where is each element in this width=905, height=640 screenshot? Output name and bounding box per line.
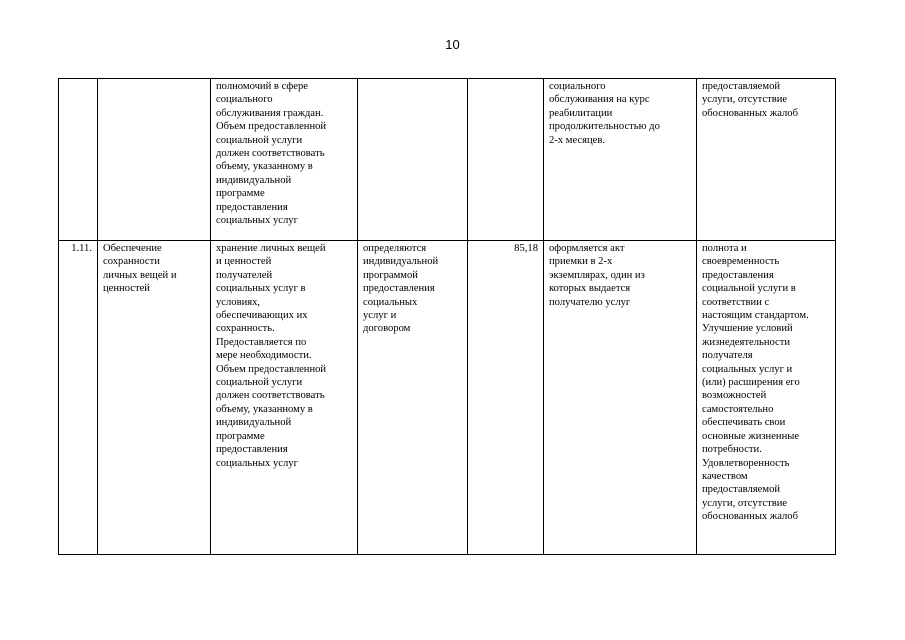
- cell-tariff: [468, 79, 544, 241]
- text-line: потребности.: [702, 444, 762, 456]
- text-line: социальных услуг и: [702, 363, 793, 375]
- text-line: сохранность.: [216, 323, 275, 335]
- text-line: услуги, отсутствие: [702, 497, 788, 509]
- cell-quality: [697, 241, 836, 555]
- text-line: индивидуальной: [216, 417, 292, 429]
- text-line: Объем предоставленной: [216, 121, 327, 133]
- text-line: индивидуальной: [216, 174, 292, 186]
- cell-service-name: [98, 241, 211, 555]
- text-line: реабилитации: [549, 107, 613, 119]
- text-line: объему, указанному в: [216, 161, 313, 173]
- table-row: [59, 241, 836, 555]
- text-line: Предоставляется по: [216, 336, 307, 348]
- text-line: предоставления: [363, 283, 435, 295]
- text-line: предоставляемой: [702, 81, 781, 92]
- text-line: предоставления: [702, 269, 774, 281]
- cell-terms: [544, 241, 697, 555]
- text-line: договором: [363, 323, 411, 335]
- cell-number: 1.11.: [59, 241, 98, 555]
- text-line: хранение личных вещей: [216, 243, 326, 254]
- text-line: (или) расширения его: [702, 377, 800, 389]
- text-line: Обеспечение: [103, 243, 162, 254]
- text-line: и ценностей: [216, 256, 272, 268]
- text-line: Улучшение условий: [702, 323, 793, 335]
- table-row: [59, 79, 836, 241]
- text-line: 2-х месяцев.: [549, 134, 606, 146]
- text-line: предоставляемой: [702, 484, 781, 496]
- text-line: социальных: [363, 296, 418, 308]
- cell-number: [59, 79, 98, 241]
- cell-terms: [544, 79, 697, 241]
- text-line: получателей: [216, 269, 273, 281]
- text-line: получателя: [702, 350, 753, 362]
- text-line: жизнедеятельности: [702, 336, 791, 348]
- text-line: обоснованных жалоб: [702, 107, 798, 119]
- text-line: продолжительностью до: [549, 121, 660, 133]
- text-line: социальной услуги: [216, 134, 303, 146]
- text-line: обслуживания граждан.: [216, 107, 324, 119]
- cell-quality: [697, 79, 836, 241]
- text-line: мере необходимости.: [216, 350, 312, 362]
- text-line: основные жизненные: [702, 430, 800, 442]
- text-line: соответствии с: [702, 296, 770, 308]
- text-line: Объем предоставленной: [216, 363, 327, 375]
- text-line: обоснованных жалоб: [702, 511, 798, 523]
- cell-volume: [358, 79, 468, 241]
- text-line: социального: [216, 94, 273, 106]
- text-line: социальных услуг в: [216, 283, 306, 295]
- text-line: самостоятельно: [702, 403, 774, 415]
- cell-description: [211, 79, 358, 241]
- services-table: [58, 78, 836, 555]
- text-line: условиях,: [216, 296, 261, 308]
- text-line: настоящим стандартом.: [702, 310, 809, 322]
- text-line: социальных услуг: [216, 215, 298, 227]
- text-line: социального: [549, 81, 606, 92]
- text-line: которых выдается: [549, 283, 631, 295]
- text-line: индивидуальной: [363, 256, 439, 268]
- text-line: социальной услуги: [216, 377, 303, 389]
- text-line: должен соответствовать: [216, 390, 325, 402]
- text-line: должен соответствовать: [216, 148, 325, 160]
- text-line: социальной услуги в: [702, 283, 796, 295]
- text-line: получателю услуг: [549, 296, 631, 308]
- text-line: программе: [216, 430, 265, 442]
- text-line: качеством: [702, 470, 748, 482]
- text-line: полномочий в сфере: [216, 81, 308, 92]
- text-line: обеспечивающих их: [216, 310, 308, 322]
- text-line: оформляется акт: [549, 243, 625, 254]
- cell-service-name: [98, 79, 211, 241]
- text-line: определяются: [363, 243, 427, 254]
- text-line: приемки в 2-х: [549, 256, 613, 268]
- page-number: 10: [445, 37, 460, 52]
- text-line: объему, указанному в: [216, 403, 313, 415]
- text-line: своевременность: [702, 256, 780, 268]
- cell-description: [211, 241, 358, 555]
- text-line: обеспечивать свои: [702, 417, 786, 429]
- text-line: экземплярах, один из: [549, 269, 645, 281]
- text-line: полнота и: [702, 243, 747, 254]
- text-line: ценностей: [103, 283, 150, 295]
- text-line: программе: [216, 188, 265, 200]
- text-line: предоставления: [216, 201, 288, 213]
- cell-volume: [358, 241, 468, 555]
- text-line: услуги, отсутствие: [702, 94, 788, 106]
- text-line: Удовлетворенность: [702, 457, 790, 469]
- text-line: личных вещей и: [103, 269, 177, 281]
- text-line: социальных услуг: [216, 457, 298, 469]
- text-line: сохранности: [103, 256, 160, 268]
- text-line: предоставления: [216, 444, 288, 456]
- text-line: возможностей: [702, 390, 767, 402]
- text-line: услуг и: [363, 310, 397, 322]
- text-line: программой: [363, 269, 418, 281]
- cell-tariff: 85,18: [468, 241, 544, 555]
- text-line: обслуживания на курс: [549, 94, 650, 106]
